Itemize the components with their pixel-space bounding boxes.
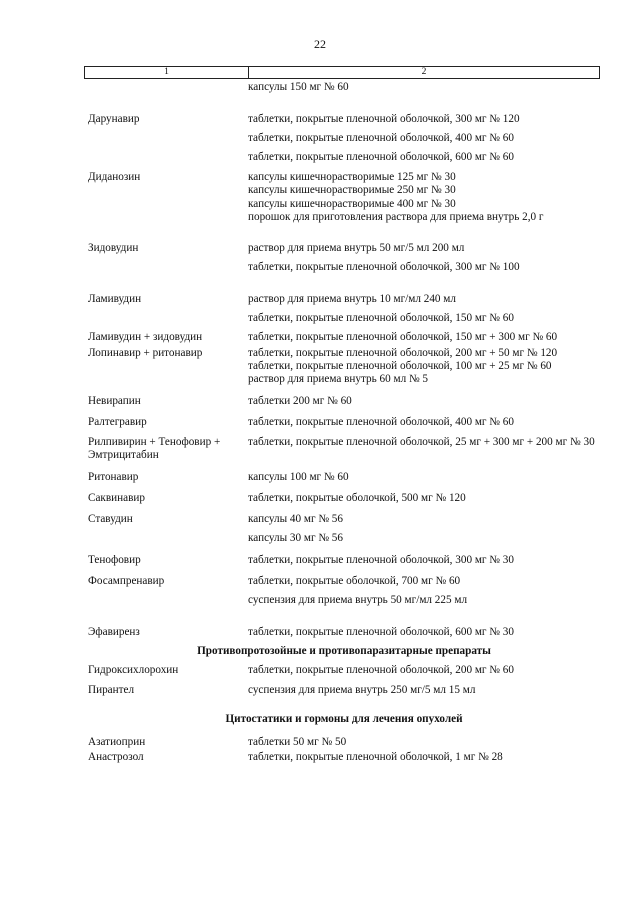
drug-forms: [248, 293, 600, 325]
section-title: Противопротозойные и противопаразитарные препараты: [197, 644, 491, 657]
drug-row: [88, 751, 600, 764]
drug-name: Ставудин: [88, 513, 133, 526]
drug-name: Зидовудин: [88, 242, 139, 255]
dosage-form: капсулы 40 мг № 56: [248, 513, 343, 526]
drug-row: [88, 347, 600, 387]
drug-forms: [248, 736, 600, 749]
drug-forms: [248, 492, 600, 505]
drug-name: Тенофовир: [88, 553, 141, 566]
column-header-1: 1: [85, 67, 249, 78]
drug-row: [88, 513, 600, 545]
dosage-form: таблетки, покрытые пленочной оболочкой, 200 мг + 50 мг № 120: [248, 346, 558, 359]
dosage-form: таблетки, покрытые пленочной оболочкой, 300 мг № 30: [248, 553, 514, 566]
dosage-form: капсулы 100 мг № 60: [248, 470, 349, 483]
dosage-form: капсулы 150 мг № 60: [248, 81, 349, 93]
drug-name: Ламивудин + зидовудин: [88, 331, 203, 344]
drug-forms: [248, 471, 600, 484]
drug-name: Саквинавир: [88, 491, 145, 504]
drug-forms: [248, 331, 600, 344]
dosage-form: таблетки, покрытые пленочной оболочкой, 600 мг № 60: [248, 151, 514, 164]
drug-name: Лопинавир + ритонавир: [88, 346, 203, 359]
drug-row: [88, 684, 600, 697]
drug-row: [88, 331, 600, 344]
drug-row: [88, 395, 600, 408]
drug-name: Анастрозол: [88, 750, 144, 763]
dosage-form: капсулы кишечнорастворимые 125 мг № 30: [248, 170, 456, 183]
drug-row: [88, 81, 600, 94]
dosage-form: таблетки, покрытые пленочной оболочкой, 200 мг № 60: [248, 664, 514, 677]
drug-forms: [248, 347, 600, 387]
drug-name: Гидроксихлорохин: [88, 664, 179, 677]
dosage-form: капсулы кишечнорастворимые 400 мг № 30: [248, 197, 456, 210]
drug-name: Ритонавир: [88, 470, 139, 483]
dosage-form: таблетки, покрытые пленочной оболочкой, 150 мг № 60: [248, 311, 514, 324]
dosage-form: таблетки, покрытые пленочной оболочкой, 25 мг + 300 мг + 200 мг № 30: [248, 435, 595, 448]
dosage-form: раствор для приема внутрь 50 мг/5 мл 200 мл: [248, 242, 465, 255]
drug-row: [88, 436, 600, 463]
dosage-form: таблетки, покрытые пленочной оболочкой, 1 мг № 28: [248, 750, 503, 763]
dosage-form: таблетки, покрытые пленочной оболочкой, 150 мг + 300 мг № 60: [248, 331, 558, 344]
dosage-form: таблетки, покрытые пленочной оболочкой, 300 мг № 100: [248, 261, 520, 274]
drug-forms: [248, 436, 600, 463]
dosage-form: таблетки, покрытые пленочной оболочкой, 400 мг № 60: [248, 132, 514, 145]
dosage-form: таблетки, покрытые пленочной оболочкой, 300 мг № 120: [248, 113, 520, 126]
dosage-form: капсулы кишечнорастворимые 250 мг № 30: [248, 184, 456, 197]
drug-name: Эфавиренз: [88, 625, 140, 638]
dosage-form: таблетки 200 мг № 60: [248, 394, 352, 407]
drug-forms: [248, 626, 600, 639]
drug-name: Невирапин: [88, 394, 141, 407]
drug-name: Ламивудин: [88, 292, 142, 305]
dosage-form: таблетки 50 мг № 50: [248, 735, 347, 748]
dosage-form: таблетки, покрытые пленочной оболочкой, 400 мг № 60: [248, 416, 514, 429]
drug-name: Азатиоприн: [88, 735, 146, 748]
dosage-form: суспензия для приема внутрь 50 мг/мл 225 мл: [248, 594, 468, 607]
drug-forms: [248, 416, 600, 429]
column-header-2: 2: [421, 67, 427, 77]
drug-forms: [248, 81, 600, 94]
drug-name: Диданозин: [88, 170, 141, 183]
drug-row: [88, 471, 600, 484]
drug-row: [88, 293, 600, 325]
drug-forms: [248, 575, 600, 607]
drug-forms: [248, 554, 600, 567]
dosage-form: таблетки, покрытые оболочкой, 700 мг № 60: [248, 575, 461, 588]
dosage-form: таблетки, покрытые пленочной оболочкой, 600 мг № 30: [248, 625, 514, 638]
drug-forms: [248, 242, 600, 274]
drug-name: Фосампренавир: [88, 575, 165, 588]
page-number: 22: [314, 37, 326, 51]
dosage-form: капсулы 30 мг № 56: [248, 532, 343, 545]
dosage-form: раствор для приема внутрь 10 мг/мл 240 мл: [248, 292, 456, 305]
section-title: Цитостатики и гормоны для лечения опухолей: [225, 713, 463, 726]
drug-name: Дарунавир: [88, 113, 140, 126]
drug-row: [88, 736, 600, 749]
drug-row: [88, 242, 600, 274]
drug-forms: [248, 171, 600, 225]
drug-row: [88, 626, 600, 639]
drug-row: [88, 171, 600, 225]
dosage-form: таблетки, покрытые пленочной оболочкой, 100 мг + 25 мг № 60: [248, 360, 552, 373]
dosage-form: суспензия для приема внутрь 250 мг/5 мл 15 мл: [248, 683, 476, 696]
drug-row: [88, 492, 600, 505]
column-header-table: [84, 66, 600, 79]
drug-name: [88, 81, 248, 94]
drug-forms: [248, 113, 600, 164]
drug-forms: [248, 395, 600, 408]
drug-name: Ралтегравир: [88, 416, 147, 429]
drug-row: [88, 416, 600, 429]
drug-forms: [248, 513, 600, 545]
dosage-form: порошок для приготовления раствора для приема внутрь 2,0 г: [248, 211, 544, 224]
drug-forms: [248, 684, 600, 697]
drug-name: Пирантел: [88, 683, 135, 696]
dosage-form: таблетки, покрытые оболочкой, 500 мг № 120: [248, 491, 466, 504]
drug-forms: [248, 751, 600, 764]
drug-row: [88, 664, 600, 677]
drug-row: [88, 554, 600, 567]
drug-row: [88, 113, 600, 164]
dosage-form: раствор для приема внутрь 60 мл № 5: [248, 373, 429, 386]
drug-forms: [248, 664, 600, 677]
drug-list: [88, 81, 600, 764]
drug-row: [88, 575, 600, 607]
drug-name: Рилпивирин + Тенофовир + Эмтрицитабин: [88, 435, 221, 462]
